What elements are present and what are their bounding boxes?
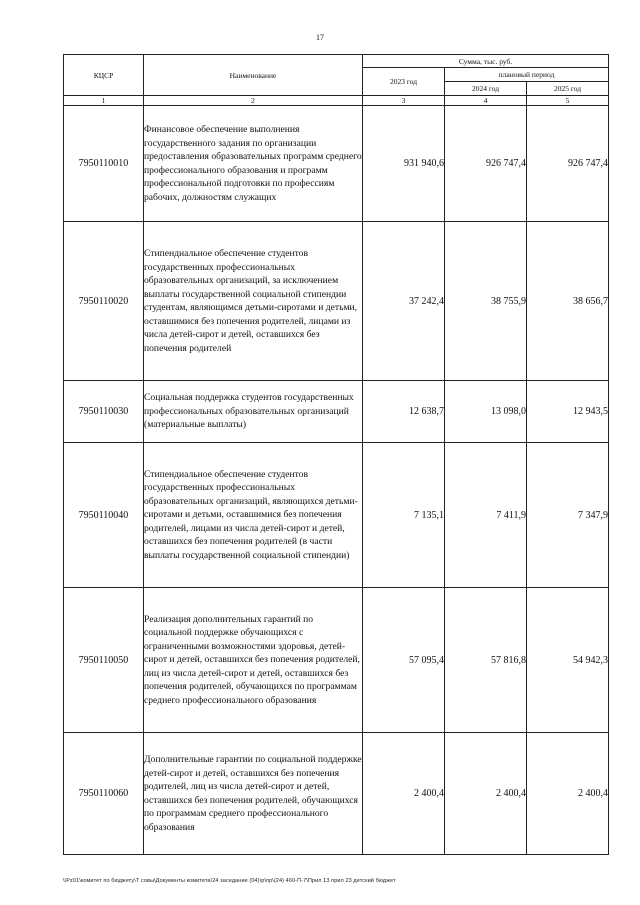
row-name: Реализация дополнительных гарантий по социальной поддержке обучающихся с ограниченными возможностями здоровья, детей-сирот и детей, оставшихся без попечения родителей, лиц из числа детей-сирот и детей, оставшихся без попечения родителей, обучающихся по программам среднего профессионального образования bbox=[144, 588, 363, 733]
column-number: 5 bbox=[527, 96, 609, 106]
table-row bbox=[64, 733, 609, 855]
table-row bbox=[64, 222, 609, 381]
column-number: 4 bbox=[445, 96, 527, 106]
column-number: 1 bbox=[64, 96, 144, 106]
row-value-2025: 2 400,4 bbox=[527, 733, 609, 855]
row-code: 7950110010 bbox=[64, 106, 144, 222]
footer-file-path: \\Pz01\комитет по бюджету\Т совы\Документы комитета\24 заседание (04)\р\пр\(24) 460-П-7\Прил 13 прил 23 детский бюджет bbox=[63, 878, 396, 884]
header-name: Наименование bbox=[144, 55, 363, 96]
row-name: Финансовое обеспечение выполнения государственного задания по организации предоставления образовательных программ среднего профессионального образования и программ профессиональной подготовки по профессиям рабочих, должностям служащих bbox=[144, 106, 363, 222]
column-number: 3 bbox=[363, 96, 445, 106]
header-plan-period: плановый период bbox=[445, 68, 609, 82]
row-value-2023: 931 940,6 bbox=[363, 106, 445, 222]
row-name: Стипендиальное обеспечение студентов государственных профессиональных образовательных организаций, за исключением выплаты государственной социальной стипендии студентам, являющимся детьми-сиротами и детьми, оставшимися без попечения родителей, лицами из числа детей-сирот и детей, оставшихся без попечения родителей bbox=[144, 222, 363, 381]
table-row bbox=[64, 106, 609, 222]
row-value-2024: 7 411,9 bbox=[445, 443, 527, 588]
header-year-2023: 2023 год bbox=[363, 68, 445, 96]
budget-table bbox=[63, 54, 609, 855]
row-value-2025: 38 656,7 bbox=[527, 222, 609, 381]
row-value-2024: 38 755,9 bbox=[445, 222, 527, 381]
row-value-2024: 57 816,8 bbox=[445, 588, 527, 733]
table-row bbox=[64, 443, 609, 588]
row-value-2023: 2 400,4 bbox=[363, 733, 445, 855]
header-code: КЦСР bbox=[64, 55, 144, 96]
row-value-2023: 37 242,4 bbox=[363, 222, 445, 381]
row-code: 7950110040 bbox=[64, 443, 144, 588]
row-value-2025: 7 347,9 bbox=[527, 443, 609, 588]
row-value-2023: 7 135,1 bbox=[363, 443, 445, 588]
header-year-2025: 2025 год bbox=[527, 82, 609, 96]
header-year-2024: 2024 год bbox=[445, 82, 527, 96]
row-code: 7950110030 bbox=[64, 381, 144, 443]
row-name: Стипендиальное обеспечение студентов государственных профессиональных образовательных организаций, являющихся детьми-сиротами и детьми, оставшимися без попечения родителей, лицами из числа детей-сирот и детей, оставшихся без попечения родителей (в части выплаты государственной социальной стипендии) bbox=[144, 443, 363, 588]
row-value-2025: 54 942,3 bbox=[527, 588, 609, 733]
row-value-2023: 12 638,7 bbox=[363, 381, 445, 443]
row-value-2024: 926 747,4 bbox=[445, 106, 527, 222]
row-value-2024: 2 400,4 bbox=[445, 733, 527, 855]
row-value-2025: 926 747,4 bbox=[527, 106, 609, 222]
header-sum: Сумма, тыс. руб. bbox=[363, 55, 609, 68]
row-value-2024: 13 098,0 bbox=[445, 381, 527, 443]
row-name: Социальная поддержка студентов государственных профессиональных образовательных организаций (материальные выплаты) bbox=[144, 381, 363, 443]
row-name: Дополнительные гарантии по социальной поддержке детей-сирот и детей, оставшихся без попечения родителей, лиц из числа детей-сирот и детей, оставшихся без попечения родителей, обучающихся по программам среднего профессионального образования bbox=[144, 733, 363, 855]
table-row bbox=[64, 381, 609, 443]
row-value-2023: 57 095,4 bbox=[363, 588, 445, 733]
column-number: 2 bbox=[144, 96, 363, 106]
row-code: 7950110060 bbox=[64, 733, 144, 855]
page-number: 17 bbox=[316, 33, 324, 42]
row-value-2025: 12 943,5 bbox=[527, 381, 609, 443]
row-code: 7950110020 bbox=[64, 222, 144, 381]
table-row bbox=[64, 588, 609, 733]
row-code: 7950110050 bbox=[64, 588, 144, 733]
